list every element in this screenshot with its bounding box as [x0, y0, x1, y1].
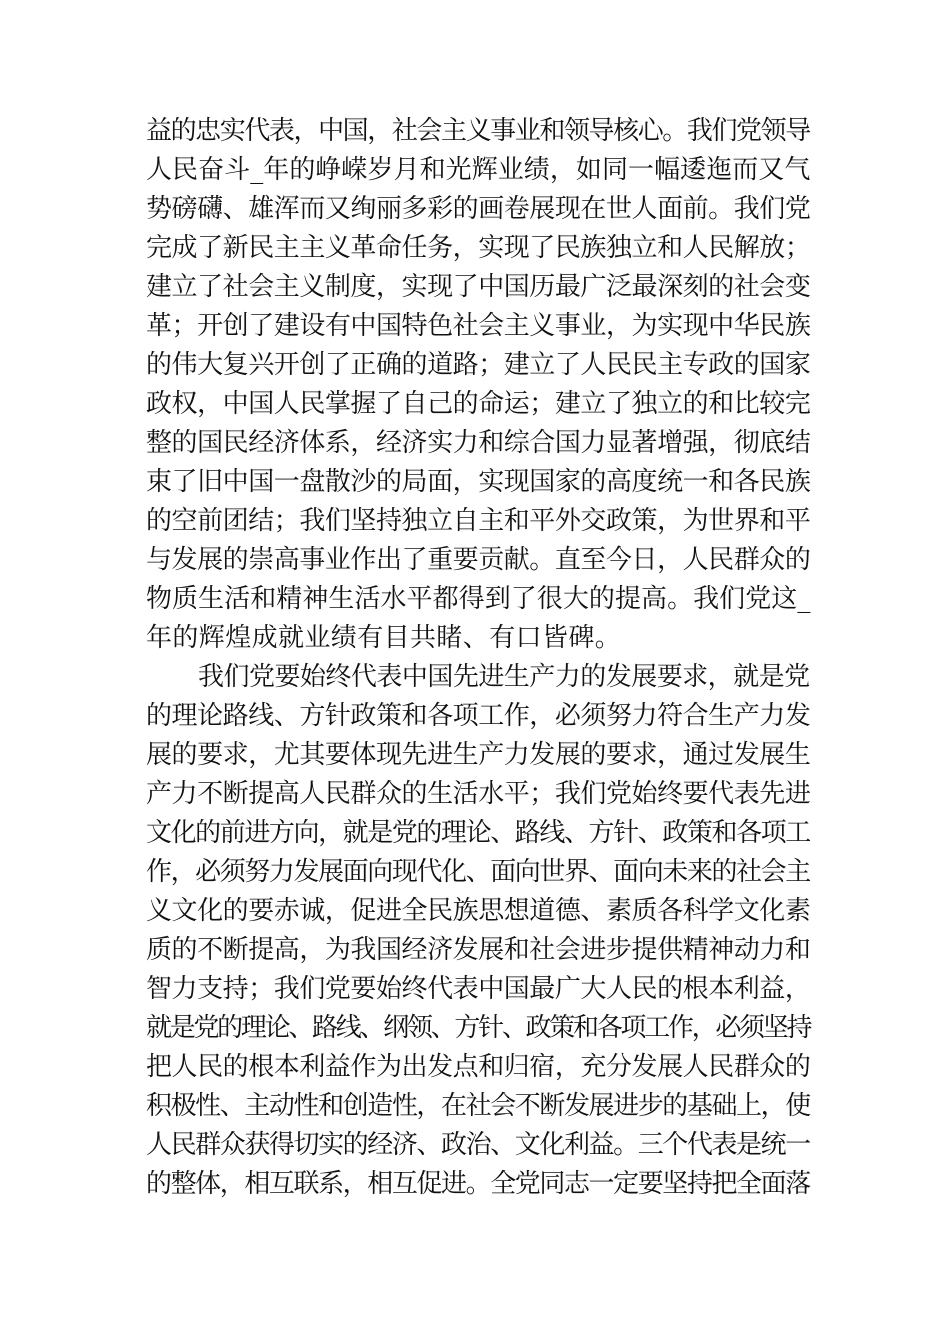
text-line: 物质生活和精神生活水平都得到了很大的提高。我们党这_	[146, 584, 811, 614]
text-line: 智力支持；我们党要始终代表中国最广大人民的根本利益，	[146, 974, 811, 1004]
text-line: 把人民的根本利益作为出发点和归宿，充分发展人民群众的	[146, 1052, 811, 1082]
text-line: 的伟大复兴开创了正确的道路；建立了人民民主专政的国家	[146, 350, 811, 380]
text-line: 产力不断提高人民群众的生活水平；我们党始终要代表先进	[146, 779, 811, 809]
text-line: 质的不断提高，为我国经济发展和社会进步提供精神动力和	[146, 935, 811, 965]
text-line: 势磅礴、雄浑而又绚丽多彩的画卷展现在世人面前。我们党	[146, 194, 811, 224]
body-text	[146, 112, 810, 1204]
text-line: 作，必须努力发展面向现代化、面向世界、面向未来的社会主	[146, 857, 810, 887]
text-line: 与发展的崇高事业作出了重要贡献。直至今日，人民群众的	[146, 545, 811, 575]
text-line: 我们党要始终代表中国先进生产力的发展要求，就是党	[198, 662, 810, 692]
paragraph-2	[146, 658, 810, 1204]
text-line: 文化的前进方向，就是党的理论、路线、方针、政策和各项工	[146, 818, 810, 848]
text-line: 义文化的要赤诚，促进全民族思想道德、素质各科学文化素	[146, 896, 811, 926]
text-line: 的整体，相互联系，相互促进。全党同志一定要坚持把全面落	[146, 1169, 810, 1199]
text-line: 束了旧中国一盘散沙的局面，实现国家的高度统一和各民族	[146, 467, 811, 497]
text-line: 完成了新民主主义革命任务，实现了民族独立和人民解放；	[146, 233, 811, 263]
text-line: 的理论路线、方针政策和各项工作，必须努力符合生产力发	[146, 701, 811, 731]
text-line: 展的要求，尤其要体现先进生产力发展的要求，通过发展生	[146, 740, 811, 770]
text-line: 积极性、主动性和创造性，在社会不断发展进步的基础上，使	[146, 1091, 810, 1121]
text-line: 革；开创了建设有中国特色社会主义事业，为实现中华民族	[146, 311, 811, 341]
text-line: 人民群众获得切实的经济、政治、文化利益。三个代表是统一	[146, 1130, 810, 1160]
text-line: 就是党的理论、路线、纲领、方针、政策和各项工作，必须坚持	[146, 1013, 811, 1043]
paragraph-1	[146, 112, 810, 658]
text-line: 政权，中国人民掌握了自己的命运；建立了独立的和比较完	[146, 389, 811, 419]
text-line: 年的辉煌成就业绩有目共睹、有口皆碑。	[146, 623, 622, 653]
text-line: 建立了社会主义制度，实现了中国历最广泛最深刻的社会变	[146, 272, 811, 302]
text-line: 益的忠实代表，中国，社会主义事业和领导核心。我们党领导	[146, 116, 810, 146]
text-line: 人民奋斗_年的峥嵘岁月和光辉业绩，如同一幅逶迤而又气	[146, 155, 811, 185]
text-line: 的空前团结；我们坚持独立自主和平外交政策，为世界和平	[146, 506, 811, 536]
text-line: 整的国民经济体系，经济实力和综合国力显著增强，彻底结	[146, 428, 811, 458]
